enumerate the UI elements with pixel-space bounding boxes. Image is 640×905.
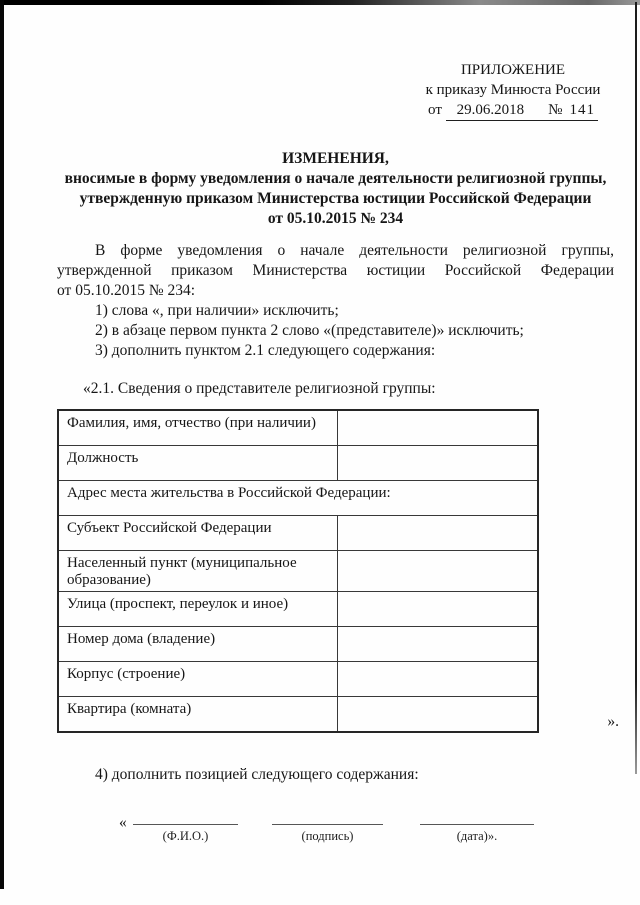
appendix-subtitle: к приказу Минюста России: [425, 82, 601, 98]
appendix-header: [406, 60, 620, 121]
signature-field-date: [420, 811, 534, 845]
amendment-item-1: 1) слова «, при наличии» исключить;: [95, 302, 339, 319]
table-row: [58, 410, 538, 446]
table-row: [58, 592, 538, 627]
amendment-item-3: 3) дополнить пунктом 2.1 следующего содержания:: [95, 342, 436, 359]
doc-title-line: ИЗМЕНЕНИЯ,: [282, 150, 389, 167]
representative-details-table: [57, 409, 539, 733]
table-value-cell: [337, 592, 538, 627]
scan-edge-right: [635, 2, 637, 774]
table-value-cell: [337, 446, 538, 481]
table-row: [58, 697, 538, 733]
signature-blank-line: [133, 811, 238, 825]
intro-line: В форме уведомления о начале деятельности религиозной группы,: [95, 242, 614, 259]
intro-line: утвержденной приказом Министерства юстиции Российской Федерации: [57, 262, 614, 279]
table-label-cell: Адрес места жительства в Российской Федерации:: [58, 481, 538, 516]
signature-field-label: (подпись): [301, 829, 354, 843]
closing-quote: ».: [607, 713, 619, 730]
scan-edge-left: [0, 0, 4, 889]
table-value-cell: [337, 516, 538, 551]
scan-edge-top: [0, 0, 640, 5]
table-row: [58, 481, 538, 516]
intro-line: от 05.10.2015 № 234:: [57, 282, 196, 299]
table-label-cell: Корпус (строение): [58, 662, 337, 697]
document-content: [57, 60, 619, 845]
intro-paragraph: [57, 241, 614, 361]
order-date: 29.06.2018: [456, 102, 525, 118]
signature-blank-line: [272, 811, 383, 825]
table-value-cell: [337, 662, 538, 697]
representative-table-body: [58, 410, 538, 732]
table-value-cell: [337, 551, 538, 592]
date-number-underline: [446, 100, 598, 121]
doc-title-line: вносимые в форму уведомления о начале деятельности религиозной группы,: [64, 170, 607, 187]
amendment-item-4: 4) дополнить позицией следующего содержания:: [95, 766, 419, 783]
doc-title-line: от 05.10.2015 № 234: [267, 210, 404, 227]
appendix-title: ПРИЛОЖЕНИЕ: [460, 62, 566, 78]
signature-field-label: (Ф.И.О.): [162, 829, 209, 843]
table-row: [58, 551, 538, 592]
table-label-cell: Должность: [58, 446, 337, 481]
table-value-cell: [337, 697, 538, 733]
representative-table-wrap: [57, 409, 619, 733]
table-row: [58, 627, 538, 662]
amendment-item-2: 2) в абзаце первом пункта 2 слово «(представителе)» исключить;: [95, 322, 524, 339]
table-row: [58, 516, 538, 551]
table-label-cell: Улица (проспект, переулок и иное): [58, 592, 337, 627]
table-value-cell: [337, 410, 538, 446]
appendix-date-line: [406, 100, 620, 121]
clause-2-1: «2.1. Сведения о представителе религиозной группы:: [83, 380, 436, 397]
table-label-cell: Квартира (комната): [58, 697, 337, 733]
signature-block: [57, 811, 614, 845]
doc-title-line: утвержденную приказом Министерства юстиции Российской Федерации: [79, 190, 592, 207]
table-label-cell: Населенный пункт (муниципальное образование): [58, 551, 337, 592]
doc-title: [57, 149, 614, 229]
table-label-cell: Фамилия, имя, отчество (при наличии): [58, 410, 337, 446]
table-row: [58, 446, 538, 481]
signature-field-label: (дата)».: [456, 829, 498, 843]
date-prefix: от: [428, 102, 442, 118]
table-row: [58, 662, 538, 697]
table-label-cell: Субъект Российской Федерации: [58, 516, 337, 551]
table-value-cell: [337, 627, 538, 662]
order-number: 141: [569, 102, 595, 118]
number-sign: №: [548, 102, 563, 118]
signature-field-signature: [272, 811, 383, 845]
table-label-cell: Номер дома (владение): [58, 627, 337, 662]
signature-blank-line: [420, 811, 534, 825]
signature-field-fio: [133, 811, 238, 845]
signature-open-quote: «: [119, 814, 127, 831]
